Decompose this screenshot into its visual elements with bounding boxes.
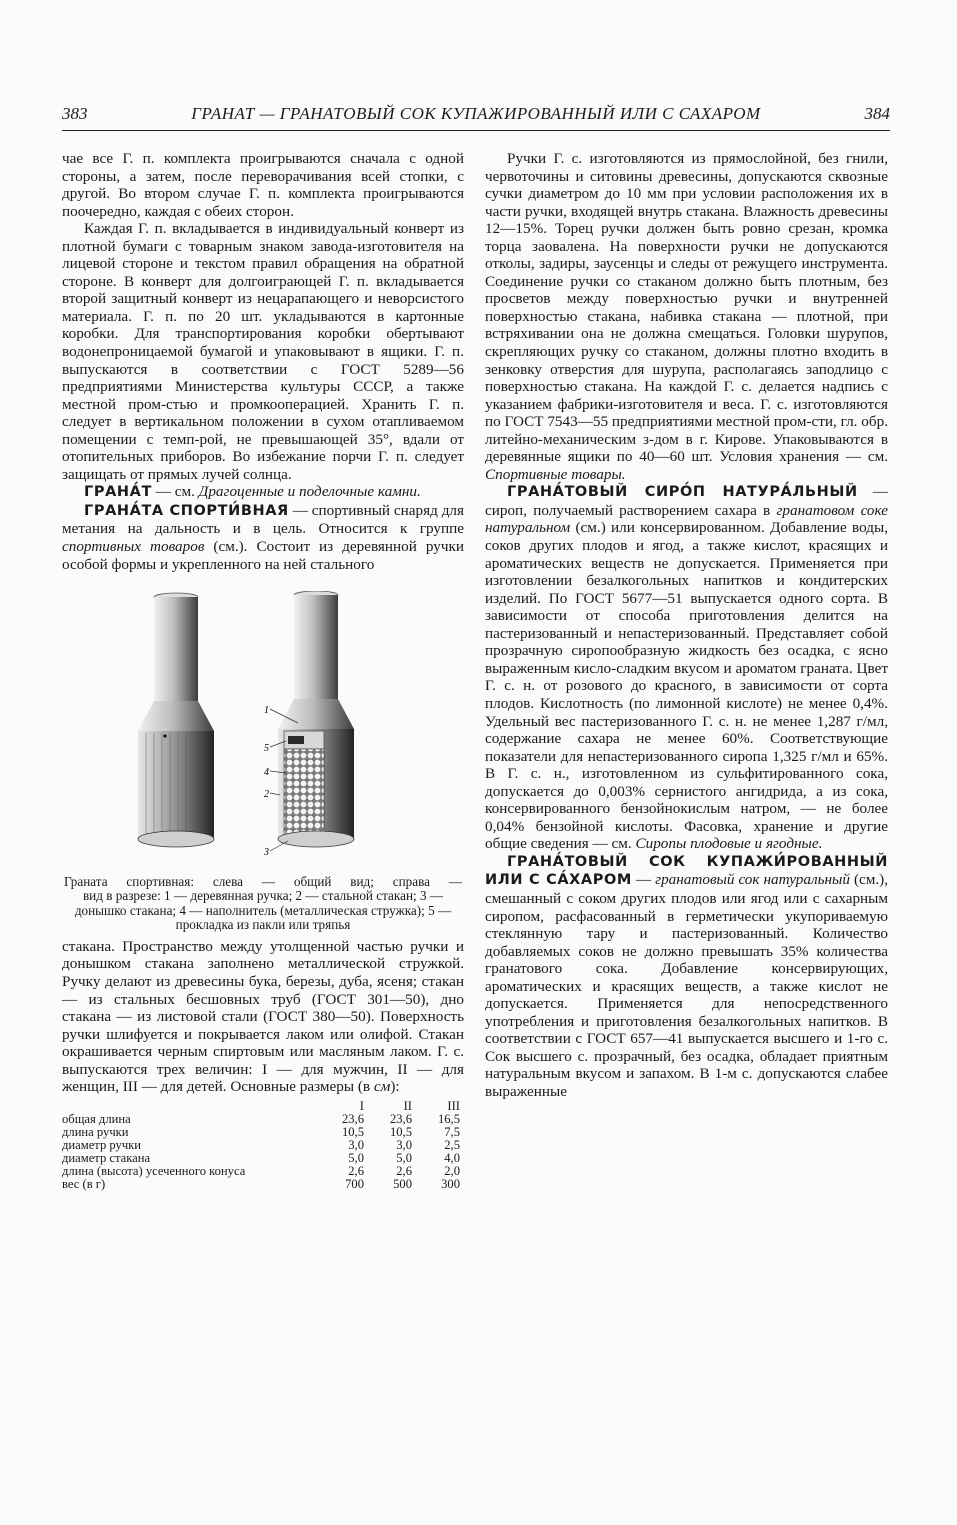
table-row: длина (высота) усеченного конуса 2,6 2,6 2,0 (62, 1163, 460, 1178)
paragraph-handle-specs: Ручки Г. с. изготовляются из прямослойной, без гнили, червоточины и ситовины древесины, допускаются сквозные сучки диаметром до 10 мм при условии расположения их в части ручки, входящей внутрь стакана. Влажность древесины 12—15%. Торец ручки должен быть ровно срезан, кромка торца заовалена. На поверхности ручки не допускаются отколы, задиры, заусенцы и следы от режущего инструмента. Соединение ручки со стаканом должно быть плотным, без просветов между поверхностью ручки и внутренней поверхностью стакана, набивка стакана — плотной, при встряхивании она не должна смещаться. Головки шурупов, скрепляющих ручку со стаканом, должны плотно входить в зенковку отверстия для шурупа, располагаясь заподлицо с поверхностью стакана. На каждой Г. с. делается надпись с указанием фабрики-изготовителя и веса. Г. с. изготовляются по ГОСТ 7543—55 предприятиями местной пром-сти, гл. обр. литейно-механическим з-дом в г. Кирове. Упаковываются в деревянные ящики по 40—60 шт. Условия хранения — см. Спортивные товары. (485, 150, 888, 483)
dimensions-table (62, 1100, 464, 1191)
paragraph-grenade-body: стакана. Пространство между утолщенной частью ручки и донышком стакана заполнено металлической стружкой. Ручку делают из древесины бука, березы, дуба, ясеня; стакан — из стальных бесшовных труб (ГОСТ 301—50), дно стакана — из листовой стали (ГОСТ 380—50). Поверхность ручки шлифуется и покрывается лаком или олифой. Стакан окрашивается черным спиртовым или масляным лаком. Г. с. выпускаются трех величин: I — для мужчин, II — для женщин, III — для детей. Основные размеры (в см): (62, 937, 464, 1096)
table-header-row (62, 1100, 464, 1113)
entry-granat: ГРАНА́Т — см. Драгоценные и поделочные камни. (84, 483, 421, 501)
table-row: общая длина 23,6 23,6 16,5 (62, 1111, 460, 1126)
table-row: диаметр ручки 3,0 3,0 2,5 (62, 1137, 460, 1152)
figure-label-1: 1 (264, 705, 269, 717)
paragraph-envelope: Каждая Г. п. вкладывается в индивидуальный конверт из плотной бумаги с товарным знаком завода-изготовителя на лицевой стороне и текстом правил обращения на обратной стороне. В конверт для долгоиграющей Г. п. вкладывается второй защитный конверт из нецарапающего и неворсистого материала. Г. п. по 20 шт. укладываются в картонные коробки. Для транспортирования коробки обертывают водонепроницаемой бумагой и упаковывают в ящики. Г. п. выпускаются в соответствии с ГОСТ 5289—56 предприятиями Министерства культуры СССР, а также местной пром-стью и промкооперацией. Хранить Г. п. следует в вертикальном положении в сухом отапливаемом помещении с темп-рой, не превышающей 35°, вдали от отопительных приборов. Во избежание порчи Г. п. следует защищать от прямых лучей солнца. (62, 220, 464, 483)
cross-reference: гранатовый сок натуральный (655, 871, 850, 889)
entry-granatovyi-sok: ГРАНА́ТОВЫЙ СОК КУПАЖИ́РОВАННЫЙ ИЛИ С СА́ХАРОМ — гранатовый сок натуральный (см.), смешанный с соком других плодов или ягод или с сахарным сиропом, расфасованный в герметически укупориваемую стеклянную тару и пастеризованный. Количество добавляемых соков не должно превышать 35% количества гранатового сока. Добавление консервирующих, ароматических и красящих веществ, а также кислот не допускается. Применяется для непосредственного употребления и приготовления безалкогольных напитков. В соответствии с ГОСТ 657—41 выпускается высшего и 1-го с. Сок высшего с. прозрачный, без осадка, обладает приятным натуральным вкусом и запахом. В 1-м с. допускаются слабее выраженные (485, 853, 888, 1100)
grenade-cutaway-view (270, 591, 354, 851)
entry-term: ГРАНА́ТОВЫЙ СИРО́П НАТУРА́ЛЬНЫЙ (507, 484, 858, 501)
figure-label-2: 2 (264, 789, 269, 801)
figure-label-4: 4 (264, 767, 269, 779)
table-col-header: I (359, 1098, 364, 1113)
table-col-header: II (403, 1098, 412, 1113)
entry-term: ГРАНА́Т (84, 484, 152, 501)
paragraph-continued: чае все Г. п. комплекта проигрываются сначала с одной стороны, а затем, после переворачивания всей стопки, с другой. Во втором случае Г. п. комплекта проигрываются поочередно, каждая с обеих сторон. (62, 150, 464, 220)
table-row: вес (в г) 700 500 300 (62, 1176, 460, 1191)
table-col-header: III (447, 1098, 460, 1113)
table-row: диаметр стакана 5,0 5,0 4,0 (62, 1150, 460, 1165)
cross-reference: гранатовом соке натуральном (485, 501, 888, 537)
header-rule (62, 130, 890, 131)
cross-reference: Сиропы плодовые и ягодные. (635, 835, 823, 853)
entry-term: ГРАНА́ТА СПОРТИ́ВНАЯ (84, 502, 289, 519)
entry-granata-sportivnaya: ГРАНА́ТА СПОРТИ́ВНАЯ — спортивный снаряд для метания на дальность и в цель. Относится к группе спортивных товаров (см.). Состоит из деревянной ручки особой формы и укрепленного на ней стального (62, 501, 464, 573)
grenade-illustration (62, 591, 464, 871)
cross-reference: Спортивные товары. (485, 465, 626, 483)
right-column (485, 150, 888, 1101)
figure-label-3: 3 (264, 847, 269, 859)
cross-reference: Драгоценные и поделочные камни. (198, 483, 421, 501)
running-title: ГРАНАТ — ГРАНАТОВЫЙ СОК КУПАЖИРОВАННЫЙ ИЛИ С САХАРОМ (191, 104, 761, 123)
entry-granatovyi-sirop: ГРАНА́ТОВЫЙ СИРО́П НАТУРА́ЛЬНЫЙ — сироп, получаемый растворением сахара в гранатовом соке натуральном (см.) или консервированном. Добавление воды, соков других плодов и ягод, а также кислот, красящих и ароматических веществ не допускается. Применяется при изготовлении безалкогольных напитков и кондитерских изделий. По ГОСТ 5677—51 выпускается одного сорта. В зависимости от способа приготовления делится на пастеризованный и непастеризованный. Представляет собой прозрачную сиропообразную жидкость без осадка, с ясно выраженным кисло-сладким вкусом и ароматом граната. Цвет Г. с. н. от розового до красного, в зависимости от сорта плодов. Кислотность (по лимонной кислоте) не менее 0,4%. Удельный вес пастеризованного Г. с. н. не менее 1,287 г/мл, содержание сахара не менее 60%. Соответствующие показатели для непастеризованного сиропа 1,325 г/мл и 65%. В Г. с. н., изготовленном из сульфитированного сока, допускается до 0,003% сернистого ангидрида, а из сока, консервированного бензойнокислым натром, — не более 0,04% бензойной кислоты. Фасовка, хранение и другие общие сведения — см. Сиропы плодовые и ягодные. (485, 483, 888, 853)
figure-caption: Граната спортивная: слева — общий вид; справа — вид в разрезе: 1 — деревянная ручка; 2 — стальной стакан; 3 — донышко стакана; 4 — наполнитель (металлическая стружка); 5 — прокладка из пакли или тряпья (64, 874, 462, 932)
running-header (62, 104, 890, 132)
entry-term: ГРАНА́ТОВЫЙ СОК КУПАЖИ́РОВАННЫЙ ИЛИ С СА́ХАРОМ (485, 853, 888, 889)
page-number-left: 383 (62, 104, 88, 123)
cross-reference: спортивных товаров (62, 538, 205, 556)
left-column (62, 150, 464, 1191)
figure-label-5: 5 (264, 743, 269, 755)
grenade-figure (62, 591, 464, 871)
page-number-right: 384 (864, 104, 890, 123)
table-row: длина ручки 10,5 10,5 7,5 (62, 1124, 460, 1139)
grenade-general-view (138, 593, 214, 847)
